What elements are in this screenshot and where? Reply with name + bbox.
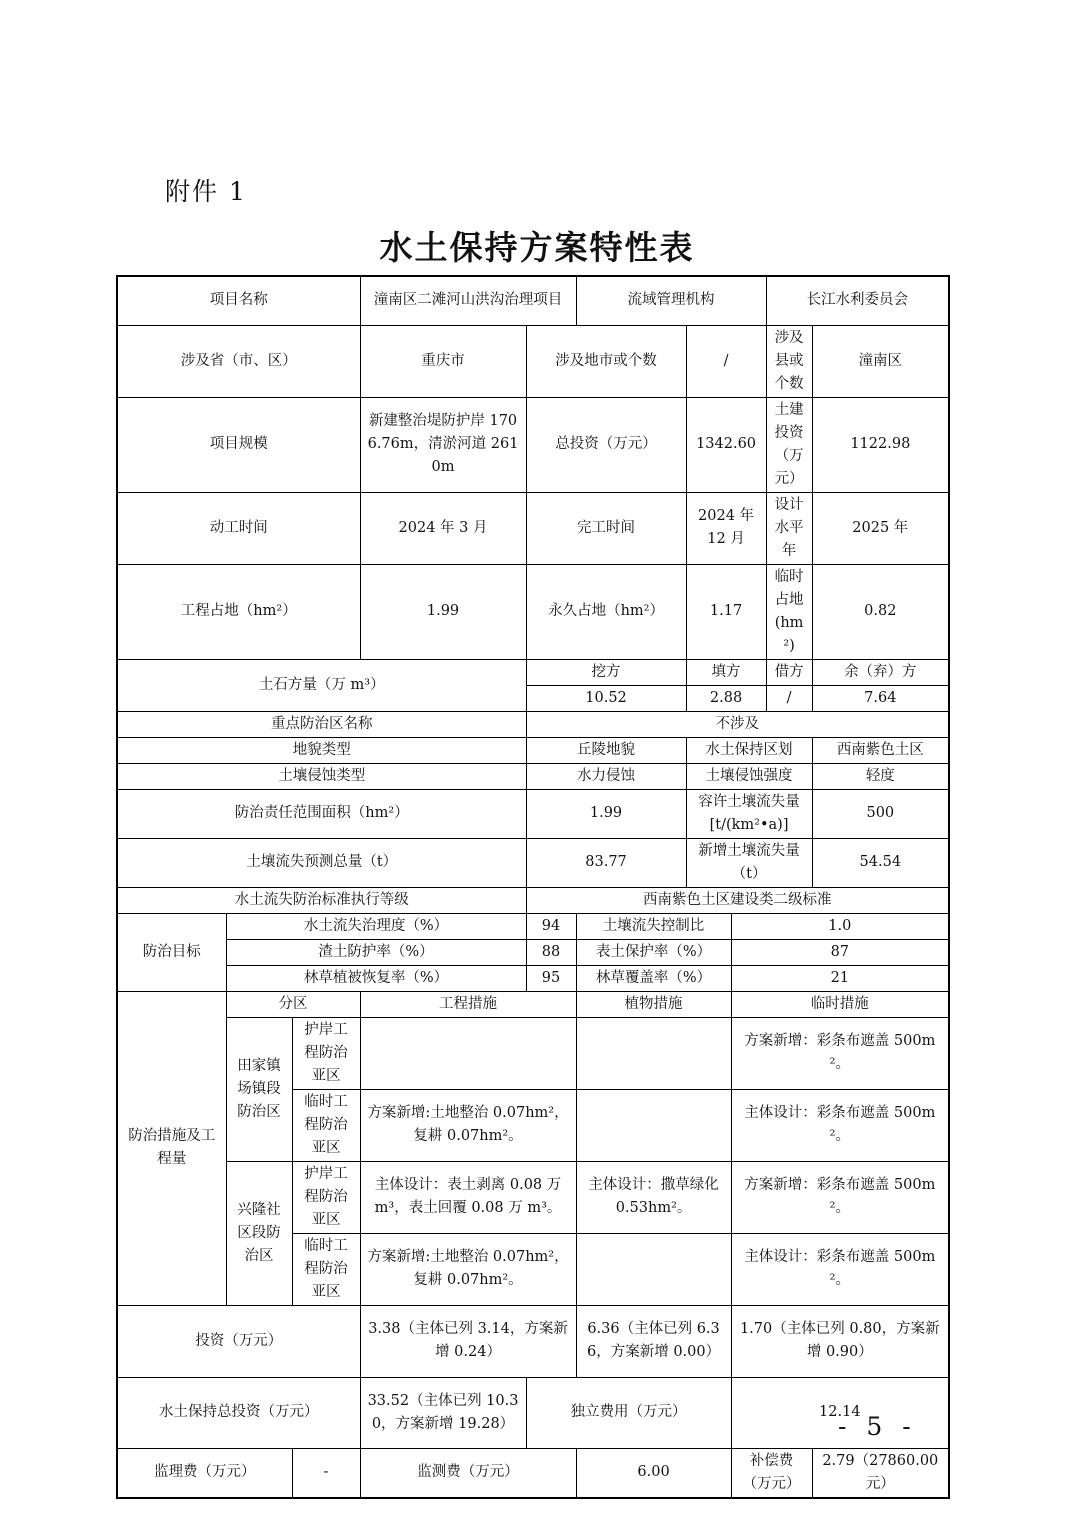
basin-agency-value: 长江水利委员会 (766, 276, 949, 325)
row-target-3 (117, 965, 949, 991)
fill-value: 2.88 (686, 685, 766, 711)
vegetation-coverage-value: 21 (731, 965, 949, 991)
design-year-value: 2025 年 (812, 492, 949, 564)
temporary-land-value: 0.82 (812, 564, 949, 659)
subzone-name: 临时工程防治亚区 (292, 1233, 360, 1305)
label-total-wsc-investment: 水土保持总投资（万元） (117, 1377, 360, 1448)
supervision-fee-value: - (292, 1448, 360, 1498)
page-title: 水土保持方案特性表 (379, 228, 695, 267)
independent-cost-value: 12.14 (731, 1377, 949, 1448)
label-temporary: 临时措施 (731, 991, 949, 1017)
label-temporary-land: 临时占地(hm²) (766, 564, 812, 659)
label-topsoil-protection: 表土保护率（%） (576, 939, 731, 965)
row-standard-level (117, 887, 949, 913)
temporary-measure: 方案新增：彩条布遮盖 500m²。 (731, 1161, 949, 1233)
label-plant: 植物措施 (576, 991, 731, 1017)
excavation-value: 10.52 (526, 685, 686, 711)
counties-value: 潼南区 (812, 325, 949, 397)
temporary-measure: 方案新增：彩条布遮盖 500m²。 (731, 1017, 949, 1089)
resp-area-value: 1.99 (526, 789, 686, 838)
predicted-loss-value: 83.77 (526, 838, 686, 887)
compensation-fee-value: 2.79（27860.00 元） (812, 1448, 949, 1498)
investment-plant: 6.36（主体已列 6.36，方案新增 0.00） (576, 1305, 731, 1377)
label-permanent-land: 永久占地（hm²） (526, 564, 686, 659)
label-erosion-intensity: 土壤侵蚀强度 (686, 763, 812, 789)
civil-investment-value: 1122.98 (812, 397, 949, 492)
label-predicted-loss: 土壤流失预测总量（t） (117, 838, 526, 887)
row-fees (117, 1448, 949, 1498)
row-earthwork-head (117, 659, 949, 685)
land-value: 1.99 (360, 564, 526, 659)
start-time-value: 2024 年 3 月 (360, 492, 526, 564)
vegetation-recovery-value: 95 (526, 965, 576, 991)
label-loss-control-ratio: 土壤流失控制比 (576, 913, 731, 939)
label-slag-protection: 渣土防护率（%） (226, 939, 526, 965)
label-allowable-loss: 容许土壤流失量 [t/(km²•a)] (686, 789, 812, 838)
monitoring-fee-value: 6.00 (576, 1448, 731, 1498)
total-investment-value: 1342.60 (686, 397, 766, 492)
label-soil-zone: 水土保持区划 (686, 737, 812, 763)
temporary-measure: 主体设计：彩条布遮盖 500m²。 (731, 1089, 949, 1161)
label-earthwork: 土石方量（万 m³） (117, 659, 526, 711)
label-resp-area: 防治责任范围面积（hm²） (117, 789, 526, 838)
erosion-type-value: 水力侵蚀 (526, 763, 686, 789)
slag-protection-value: 88 (526, 939, 576, 965)
subzone-name: 护岸工程防治亚区 (292, 1161, 360, 1233)
scale-value: 新建整治堤防护岸 1706.76m，清淤河道 2610m (360, 397, 526, 492)
engineering-measure: 方案新增:土地整治 0.07hm²，复耕 0.07hm²。 (360, 1089, 576, 1161)
label-independent-cost: 独立费用（万元） (526, 1377, 731, 1448)
row-investment (117, 1305, 949, 1377)
label-supervision-fee: 监理费（万元） (117, 1448, 292, 1498)
row-erosion (117, 763, 949, 789)
plant-measure (576, 1233, 731, 1305)
label-cities: 涉及地市或个数 (526, 325, 686, 397)
row-measures-head (117, 991, 949, 1017)
topsoil-protection-value: 87 (731, 939, 949, 965)
label-engineering: 工程措施 (360, 991, 576, 1017)
row-resp-area (117, 789, 949, 838)
label-end-time: 完工时间 (526, 492, 686, 564)
engineering-measure: 方案新增:土地整治 0.07hm²，复耕 0.07hm²。 (360, 1233, 576, 1305)
row-project-name (117, 276, 949, 325)
key-zone-value: 不涉及 (526, 711, 949, 737)
label-counties: 涉及县或个数 (766, 325, 812, 397)
cities-value: / (686, 325, 766, 397)
label-fill: 填方 (686, 659, 766, 685)
standard-level-value: 西南紫色土区建设类二级标准 (526, 887, 949, 913)
label-zone: 分区 (226, 991, 360, 1017)
investment-temporary: 1.70（主体已列 0.80，方案新增 0.90） (731, 1305, 949, 1377)
label-investment: 投资（万元） (117, 1305, 360, 1377)
label-spoil: 余（弃）方 (812, 659, 949, 685)
row-landform (117, 737, 949, 763)
borrow-value: / (766, 685, 812, 711)
label-key-zone: 重点防治区名称 (117, 711, 526, 737)
treatment-degree-value: 94 (526, 913, 576, 939)
attachment-label: 附件 1 (165, 177, 247, 206)
row-zone-1-sub-1 (117, 1017, 949, 1089)
row-predicted-loss (117, 838, 949, 887)
label-borrow: 借方 (766, 659, 812, 685)
label-civil-investment: 土建投资（万元） (766, 397, 812, 492)
characteristics-table (116, 275, 950, 1499)
engineering-measure (360, 1017, 576, 1089)
row-key-zone (117, 711, 949, 737)
row-zone-2-sub-1 (117, 1161, 949, 1233)
plant-measure: 主体设计：撒草绿化 0.53hm²。 (576, 1161, 731, 1233)
label-total-investment: 总投资（万元） (526, 397, 686, 492)
label-land: 工程占地（hm²） (117, 564, 360, 659)
label-start-time: 动工时间 (117, 492, 360, 564)
label-vegetation-recovery: 林草植被恢复率（%） (226, 965, 526, 991)
label-excavation: 挖方 (526, 659, 686, 685)
label-erosion-type: 土壤侵蚀类型 (117, 763, 526, 789)
soil-zone-value: 西南紫色土区 (812, 737, 949, 763)
label-scale: 项目规模 (117, 397, 360, 492)
subzone-name: 护岸工程防治亚区 (292, 1017, 360, 1089)
label-vegetation-coverage: 林草覆盖率（%） (576, 965, 731, 991)
temporary-measure: 主体设计：彩条布遮盖 500m²。 (731, 1233, 949, 1305)
label-province: 涉及省（市、区） (117, 325, 360, 397)
row-time (117, 492, 949, 564)
label-compensation-fee: 补偿费（万元） (731, 1448, 812, 1498)
new-loss-value: 54.54 (812, 838, 949, 887)
label-design-year: 设计水平年 (766, 492, 812, 564)
row-land (117, 564, 949, 659)
label-measures: 防治措施及工程量 (117, 991, 226, 1305)
province-value: 重庆市 (360, 325, 526, 397)
plant-measure (576, 1017, 731, 1089)
plant-measure (576, 1089, 731, 1161)
label-treatment-degree: 水土流失治理度（%） (226, 913, 526, 939)
row-target-1 (117, 913, 949, 939)
subzone-name: 临时工程防治亚区 (292, 1089, 360, 1161)
investment-engineering: 3.38（主体已列 3.14，方案新增 0.24） (360, 1305, 576, 1377)
loss-control-ratio-value: 1.0 (731, 913, 949, 939)
row-total-investment (117, 1377, 949, 1448)
project-name-value: 潼南区二滩河山洪沟治理项目 (360, 276, 576, 325)
total-wsc-investment-value: 33.52（主体已列 10.30，方案新增 19.28） (360, 1377, 526, 1448)
label-project-name: 项目名称 (117, 276, 360, 325)
row-province (117, 325, 949, 397)
spoil-value: 7.64 (812, 685, 949, 711)
label-landform: 地貌类型 (117, 737, 526, 763)
engineering-measure: 主体设计：表土剥离 0.08 万 m³，表土回覆 0.08 万 m³。 (360, 1161, 576, 1233)
zone-name: 田家镇场镇段防治区 (226, 1017, 292, 1161)
label-new-loss: 新增土壤流失量（t） (686, 838, 812, 887)
erosion-intensity-value: 轻度 (812, 763, 949, 789)
label-targets: 防治目标 (117, 913, 226, 991)
label-monitoring-fee: 监测费（万元） (360, 1448, 576, 1498)
row-scale (117, 397, 949, 492)
label-basin-agency: 流域管理机构 (576, 276, 766, 325)
permanent-land-value: 1.17 (686, 564, 766, 659)
page-number: - 5 - (838, 1412, 917, 1441)
row-target-2 (117, 939, 949, 965)
zone-name: 兴隆社区段防治区 (226, 1161, 292, 1305)
end-time-value: 2024 年 12 月 (686, 492, 766, 564)
label-standard-level: 水土流失防治标准执行等级 (117, 887, 526, 913)
landform-value: 丘陵地貌 (526, 737, 686, 763)
allowable-loss-value: 500 (812, 789, 949, 838)
